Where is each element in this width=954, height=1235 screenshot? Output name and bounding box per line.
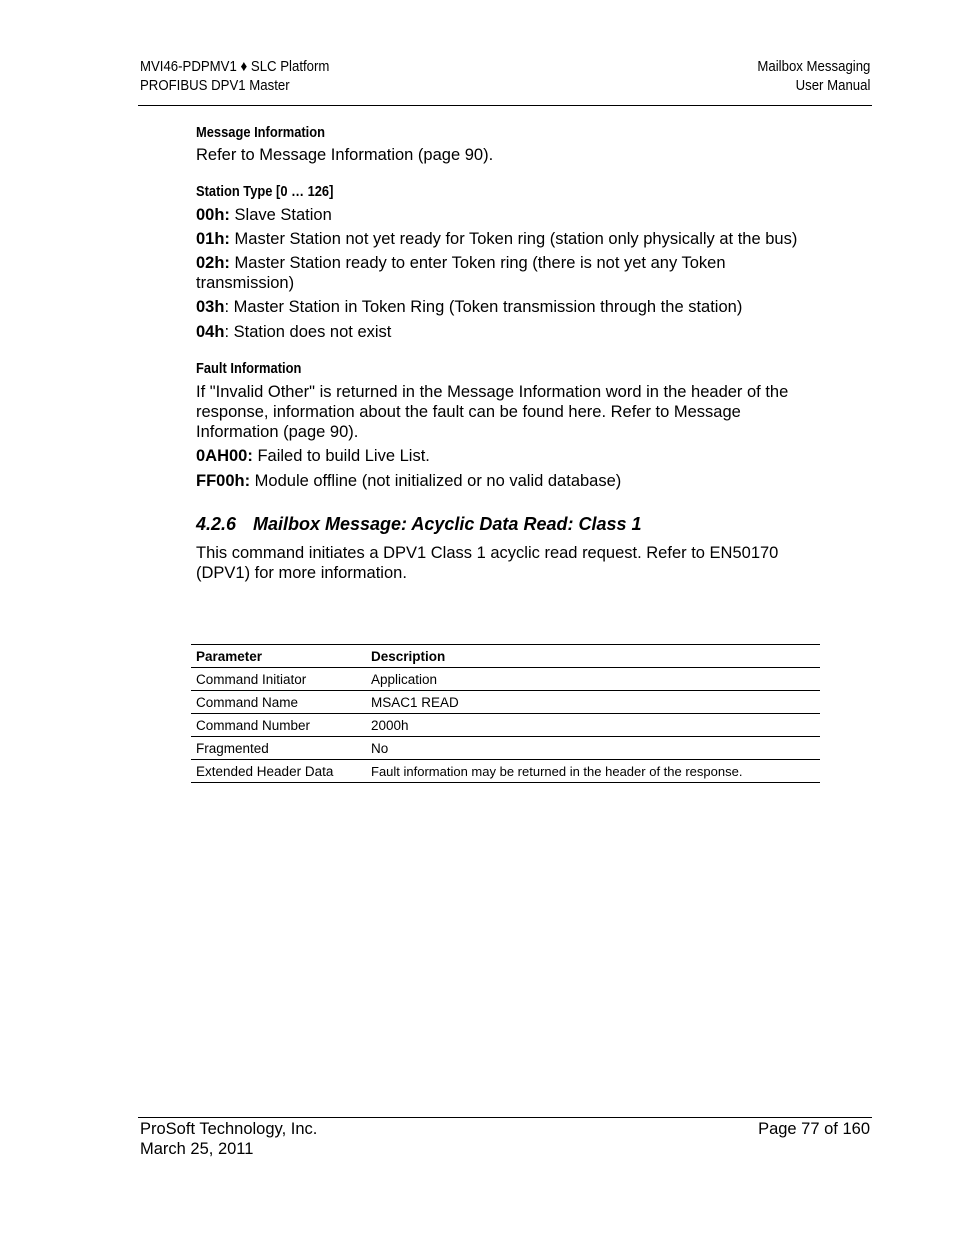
column-header-parameter: Parameter [191,645,366,668]
parameter-cell: Command Name [191,691,366,714]
station-type-code: 01h: [196,230,230,248]
table-header-row [191,645,820,668]
station-type-code: 04h [196,323,225,341]
station-type-item [196,322,820,342]
fault-code-item [196,471,820,491]
station-type-item [196,297,820,317]
description-cell: No [366,737,820,760]
page-body [196,124,820,583]
fault-code: FF00h: [196,472,251,490]
station-type-desc: Slave Station [229,206,332,224]
message-information-text: Refer to Message Information (page 90). [196,146,494,164]
footer-right [758,1120,870,1140]
parameter-cell: Extended Header Data [191,760,366,783]
column-header-description: Description [366,645,820,668]
fault-information-heading: Fault Information [196,360,302,377]
parameter-cell: Command Initiator [191,668,366,691]
station-type-code: 02h: [196,254,230,272]
fault-code-desc: Module offline (not initialized or no valid database) [250,472,622,490]
table-row [191,760,820,783]
parameter-cell: Fragmented [191,737,366,760]
description-cell: MSAC1 READ [366,691,820,714]
table-row [191,691,820,714]
fault-code-desc: Failed to build Live List. [252,447,430,465]
running-header-left [140,57,329,95]
description-cell: 2000h [366,714,820,737]
station-type-desc: : Station does not exist [224,323,392,341]
station-type-list [196,205,820,342]
fault-code-item [196,446,820,466]
fault-information-text: If "Invalid Other" is returned in the Message Information word in the header of the response, information about the fault can be found here. Refer to Message Information (page 90). [196,383,789,441]
footer-left [140,1120,317,1159]
running-header-right [757,57,870,95]
section-heading [196,514,820,535]
section-number: 4.2.6 [196,514,237,534]
section-intro-text: This command initiates a DPV1 Class 1 acyclic read request. Refer to EN50170 (DPV1) for more information. [196,544,779,582]
description-cell: Fault information may be returned in the header of the response. [366,760,820,783]
product-subtitle: PROFIBUS DPV1 Master [140,77,290,94]
station-type-code: 03h [196,298,225,316]
station-type-item [196,229,820,249]
manual-type: User Manual [795,77,870,94]
parameter-cell: Command Number [191,714,366,737]
station-type-code: 00h: [196,206,230,224]
table-row [191,737,820,760]
fault-code: 0AH00: [196,447,253,465]
parameter-table [191,644,820,783]
publication-date: March 25, 2011 [140,1139,254,1158]
table-row [191,668,820,691]
station-type-desc: Master Station ready to enter Token ring (there is not yet any Token transmission) [196,254,726,292]
station-type-desc: : Master Station in Token Ring (Token transmission through the station) [224,298,743,316]
page-number: Page 77 of 160 [758,1120,870,1138]
message-information-heading: Message Information [196,124,326,141]
description-cell: Application [366,668,820,691]
station-type-item [196,253,820,293]
station-type-heading: Station Type [0 … 126] [196,183,334,200]
chapter-name: Mailbox Messaging [757,58,870,75]
section-title: Mailbox Message: Acyclic Data Read: Class 1 [253,514,642,534]
station-type-desc: Master Station not yet ready for Token ring (station only physically at the bus) [229,230,798,248]
footer-divider [138,1117,872,1118]
table-row [191,714,820,737]
header-divider [138,105,872,106]
product-name: MVI46-PDPMV1 ♦ SLC Platform [140,58,330,75]
station-type-item [196,205,820,225]
company-name: ProSoft Technology, Inc. [140,1120,318,1138]
